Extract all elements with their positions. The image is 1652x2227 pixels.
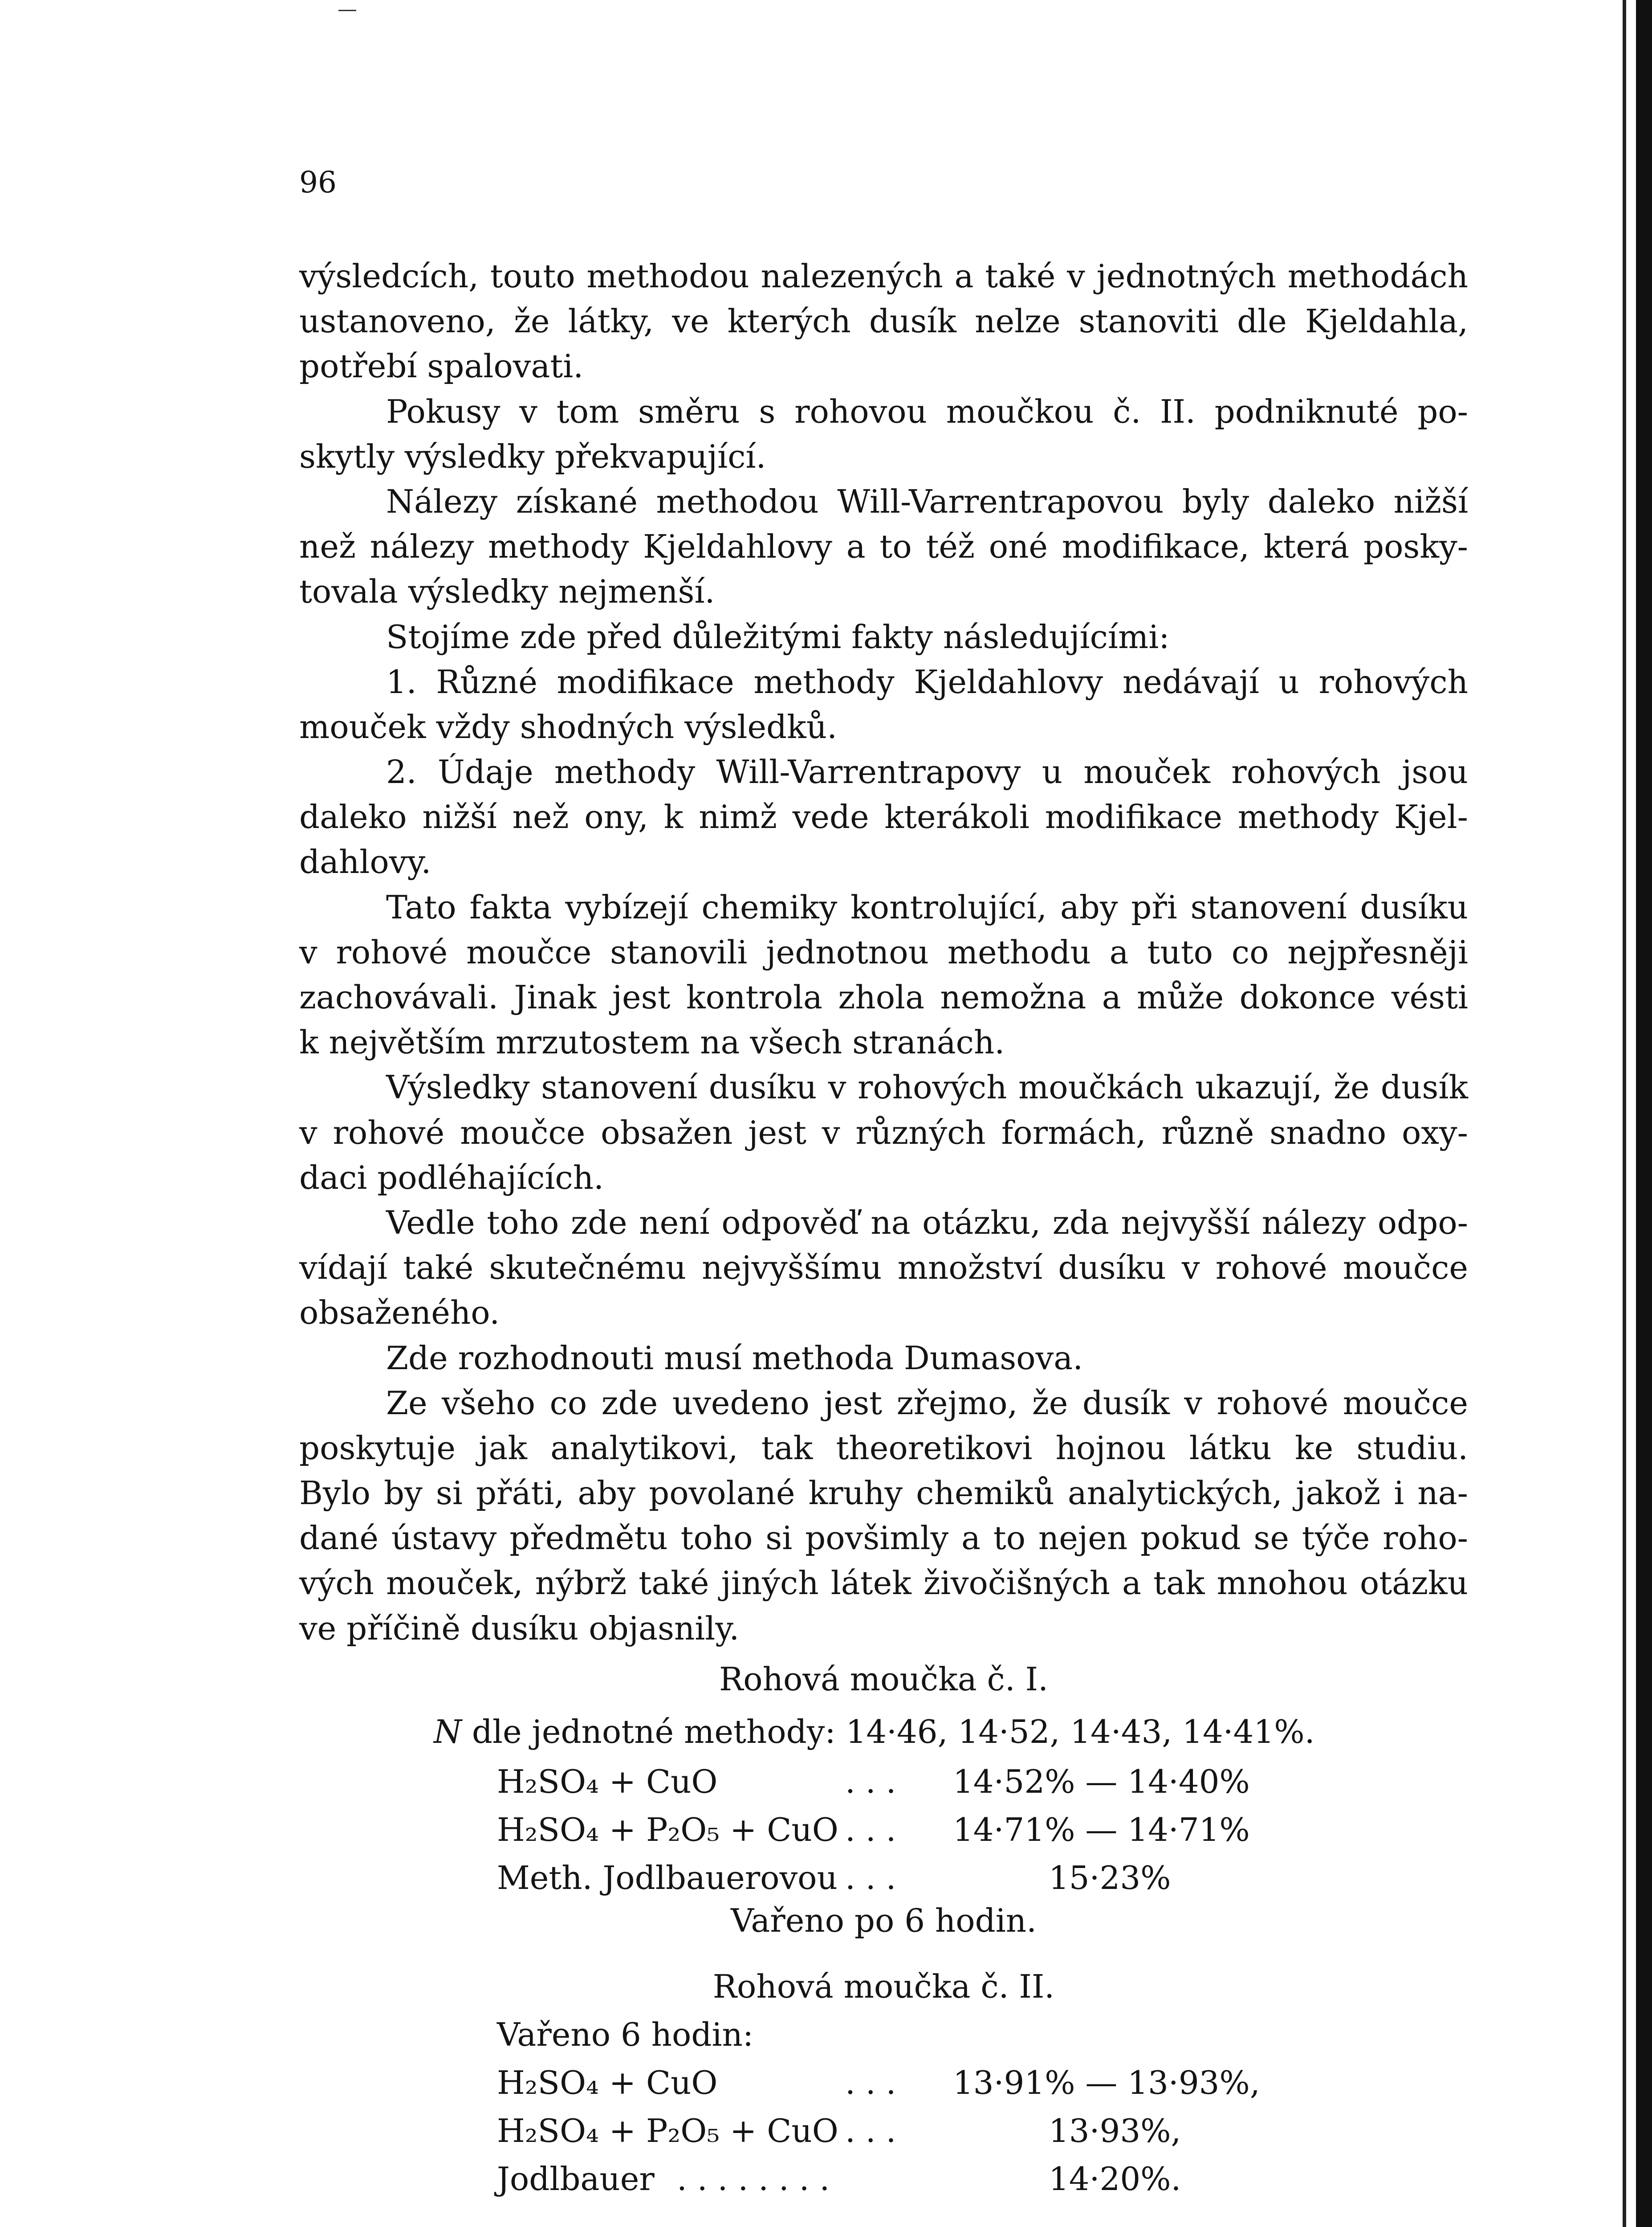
scan-mark	[338, 0, 356, 11]
text-line: Vedle toho zde není odpověď na otázku, zda nejvyšší nálezy odpo-	[386, 1203, 1468, 1241]
table1-row-label: H₂SO₄ + P₂O₅ + CuO	[497, 1811, 838, 1848]
text-line: Stojíme zde před důležitými fakty následujícími:	[386, 618, 1170, 656]
table2-row-label: Jodlbauer	[497, 2160, 655, 2198]
table2-title: Rohová moučka č. II.	[712, 1968, 1055, 2005]
scan-edge-line	[1623, 0, 1626, 2227]
table2-row-value: 13·91% — 13·93%,	[953, 2064, 1260, 2101]
text-line: daci podléhajících.	[299, 1158, 604, 1196]
table2-row-label: H₂SO₄ + CuO	[497, 2064, 718, 2101]
table1-row-value: 15·23%	[1049, 1859, 1171, 1897]
table1-row-dots: . . .	[845, 1811, 896, 1848]
text-line: 2. Údaje methody Will-Varrentrapovy u mouček rohových jsou	[386, 753, 1468, 791]
table1-row-dots: . . .	[845, 1859, 896, 1897]
text-line: tovala výsledky nejmenší.	[299, 573, 715, 611]
text-line: v rohové moučce obsažen jest v různých formách, různě snadno oxy-	[299, 1114, 1468, 1151]
table1-row-label: H₂SO₄ + CuO	[497, 1763, 718, 1800]
page-number: 96	[299, 165, 337, 200]
text-line: dané ústavy předmětu toho si povšimly a to nejen pokud se týče roho-	[299, 1519, 1468, 1557]
text-line: Ze všeho co zde uvedeno jest zřejmo, že dusík v rohové moučce	[386, 1384, 1468, 1422]
n-symbol: N	[434, 1713, 462, 1750]
text-line: zachovávali. Jinak jest kontrola zhola nemožna a může dokonce vésti	[299, 979, 1468, 1016]
text-line: vých mouček, nýbrž také jiných látek živočišných a tak mnohou otázku	[299, 1564, 1468, 1602]
table2-subtitle: Vařeno 6 hodin:	[497, 2016, 754, 2053]
text-line: dahlovy.	[299, 843, 431, 881]
n-values: dle jednotné methody: 14·46, 14·52, 14·43, 14·41%.	[462, 1713, 1315, 1750]
text-line: ustanoveno, že látky, ve kterých dusík nelze stanoviti dle Kjeldahla,	[299, 302, 1468, 340]
table1-row-label: Meth. Jodlbauerovou	[497, 1859, 838, 1897]
text-line: výsledcích, touto methodou nalezených a také v jednotných methodách	[299, 257, 1468, 295]
text-line: k největším mrzutostem na všech stranách.	[299, 1024, 1005, 1061]
table1-row-dots: . . .	[845, 1763, 896, 1800]
table1-n-line	[434, 1709, 1315, 1754]
text-line: v rohové moučce stanovili jednotnou methodu a tuto co nejpřesněji	[299, 933, 1468, 971]
text-line: Zde rozhodnouti musí methoda Dumasova.	[386, 1339, 1083, 1377]
table2-row-value: 14·20%.	[1049, 2160, 1181, 2198]
table1-row-value: 14·71% — 14·71%	[953, 1811, 1250, 1848]
table2-row-value: 13·93%,	[1049, 2112, 1181, 2150]
scan-edge	[1636, 0, 1652, 2227]
table2-row-dots: . . .	[845, 2064, 896, 2101]
text-line: daleko nižší než ony, k nimž vede kterákoli modifikace methody Kjel-	[299, 798, 1468, 836]
text-line: potřebí spalovati.	[299, 347, 584, 385]
text-line: Nálezy získané methodou Will-Varrentrapovou byly daleko nižší	[386, 482, 1468, 520]
text-line: Výsledky stanovení dusíku v rohových moučkách ukazují, že dusík	[386, 1069, 1468, 1106]
text-line: Tato fakta vybízejí chemiky kontrolující, aby při stanovení dusíku	[386, 888, 1468, 926]
text-line: skytly výsledky překvapující.	[299, 437, 766, 475]
text-line: mouček vždy shodných výsledků.	[299, 708, 838, 746]
text-line: než nálezy methody Kjeldahlovy a to též oné modifikace, která posky-	[299, 528, 1468, 566]
text-line: ve příčině dusíku objasnily.	[299, 1609, 740, 1647]
text-line: vídají také skutečnému nejvyššímu množství dusíku v rohové moučce	[299, 1249, 1468, 1287]
text-line: Pokusy v tom směru s rohovou moučkou č. II. podniknuté po-	[386, 392, 1468, 430]
text-line: Bylo by si přáti, aby povolané kruhy chemiků analytických, jakož i na-	[299, 1474, 1468, 1512]
table2-row-dots: . . . . . . . .	[677, 2160, 830, 2198]
table2-row-label: H₂SO₄ + P₂O₅ + CuO	[497, 2112, 838, 2150]
table1-note: Vařeno po 6 hodin.	[730, 1902, 1037, 1939]
text-line: poskytuje jak analytikovi, tak theoretikovi hojnou látku ke studiu.	[299, 1429, 1468, 1467]
scan-edge-gap	[1626, 0, 1636, 2227]
text-line: 1. Různé modifikace methody Kjeldahlovy nedávají u rohových	[386, 663, 1468, 701]
table2-row-dots: . . .	[845, 2112, 896, 2150]
table1-row-value: 14·52% — 14·40%	[953, 1763, 1250, 1800]
body-text	[299, 254, 1468, 1651]
text-line: obsaženého.	[299, 1294, 500, 1332]
table1-title: Rohová moučka č. I.	[719, 1660, 1048, 1698]
